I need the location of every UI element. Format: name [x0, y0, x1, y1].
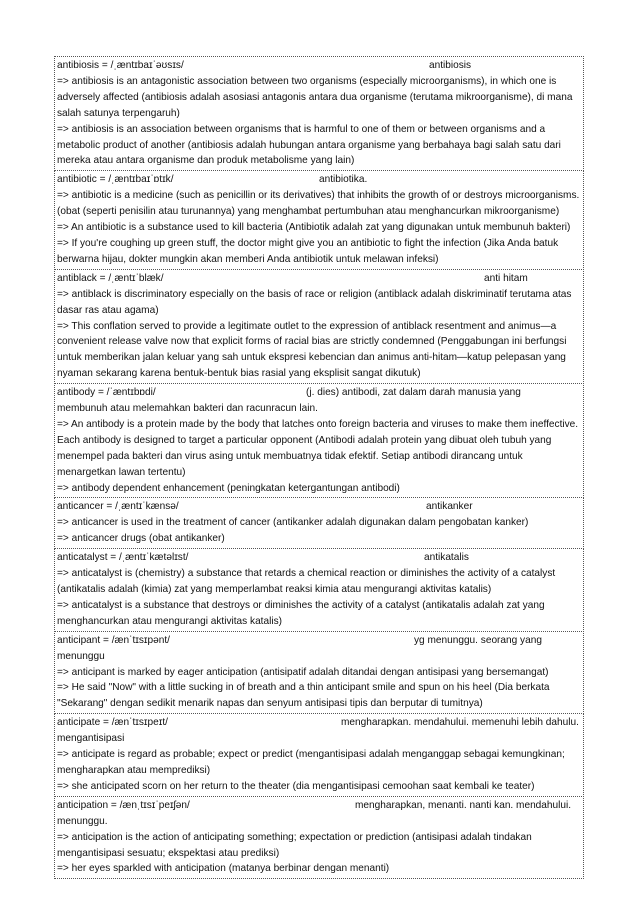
entry-term: antibody = /ˈæntɪbɒdi/ — [57, 387, 156, 399]
entry-meaning: antibiotika. — [319, 174, 368, 186]
entry-head — [57, 172, 581, 188]
entry-line: => her eyes sparkled with anticipation (matanya berbinar dengan menanti) — [57, 863, 390, 875]
entry-line: => anticipation is the action of anticipating something; expectation or prediction (antisipasi adalah tindakan mengantisipasi sesuatu; ekspektasi atau prediksi) — [57, 831, 532, 859]
entry-meaning: mengharapkan, menanti. nanti kan. mendahului. — [355, 799, 572, 811]
entry-line: => He said "Now" with a little sucking in of breath and a thin anticipant smile and spun on his heel (Dia berkata "Sekarang" dengan sedikit menarik napas dan senyum antisipasi tipis dan berputar di tumitnya) — [57, 682, 550, 710]
entry-term: anticipant = /ænˈtɪsɪpənt/ — [57, 634, 170, 646]
entry-line: => An antibody is a protein made by the body that latches onto foreign bacteria and viruses to make them ineffective. Each antibody is designed to target a particular opponent (Antibodi adalah protein yang dibuat oleh tubuh yang menempel pada bakteri dan virus asing untuk membuatnya tidak efektif. Setiap antibodi dirancang untuk menargetkan lawan tertentu) — [57, 418, 579, 478]
entry-term: anticipate = /ænˈtɪsɪpeɪt/ — [57, 717, 168, 729]
entry-antiblack — [54, 269, 584, 384]
entry-line: => If you're coughing up green stuff, the doctor might give you an antibiotic to fight the infection (Jika Anda batuk berwarna hijau, dokter mungkin akan memberi Anda antibiotik untuk melawan infeksi) — [57, 237, 559, 265]
entry-head — [57, 633, 581, 649]
entry-meaning: antikanker — [426, 501, 473, 513]
dictionary-document — [54, 57, 584, 879]
entry-head — [57, 798, 581, 814]
entry-meaning: anti hitam — [484, 272, 528, 284]
entry-antibody — [54, 383, 584, 498]
entry-meaning-continued: membunuh atau melemahkan bakteri dan racunracun lain. — [57, 403, 318, 415]
entry-head — [57, 58, 581, 74]
entry-meaning-continued: menunggu — [57, 650, 105, 662]
entry-line: => This conflation served to provide a legitimate outlet to the expression of antiblack resentment and animus—a convenient release valve now that explicit forms of racial bias are strictly condemned (Penggabungan ini berfungsi untuk memberikan jalan keluar yang sah untuk ekspresi kebencian dan animus anti-hitam—katup pelepasan yang nyaman sekarang karena bentuk-bentuk bias rasial yang eksplisit sangat dikutuk) — [57, 320, 567, 380]
entry-meaning-continued: menunggu. — [57, 815, 108, 827]
entry-line: => antibiosis is an antagonistic association between two organisms (especially microorganisms), in which one is adversely affected (antibiosis adalah asosiasi antagonis antara dua organisme (terutama mikroorganisme), di mana salah satunya terpengaruh) — [57, 75, 573, 119]
entry-line: => anticipate is regard as probable; expect or predict (mengantisipasi adalah menganggap sebagai kemungkinan; mengharapkan atau memprediksi) — [57, 749, 565, 776]
entry-anticipation — [54, 796, 584, 880]
entry-line: => antibiotic is a medicine (such as penicillin or its derivatives) that inhibits the growth of or destroys microorganisms. (obat (seperti penisilin atau turunannya) yang menghambat pertumbuhan atau menghancurkan mikroorganisme) — [57, 190, 580, 218]
entry-line: => anticipant is marked by eager anticipation (antisipatif adalah ditandai dengan antisipasi yang bersemangat) — [57, 666, 549, 678]
entry-meaning: antikatalis — [424, 552, 469, 564]
entry-head — [57, 499, 581, 515]
entry-meaning: antibiosis — [429, 60, 472, 71]
entry-line: => antibody dependent enhancement (peningkatan ketergantungan antibodi) — [57, 482, 400, 494]
entry-line: => anticancer drugs (obat antikanker) — [57, 533, 225, 545]
entry-term: antibiotic = /ˌæntɪbaɪˈɒtɪk/ — [57, 174, 174, 186]
entry-term: anticatalyst = /ˌæntɪˈkætəlɪst/ — [57, 552, 189, 564]
entry-term: anticancer = /ˌæntɪˈkænsə/ — [57, 501, 179, 513]
entry-anticatalyst — [54, 548, 584, 632]
entry-antibiotic — [54, 170, 584, 269]
entry-meaning: yg menunggu. seorang yang — [414, 634, 542, 646]
entry-line: => anticatalyst is a substance that destroys or diminishes the activity of a catalyst (antikatalis adalah zat yang menghancurkan atau mengurangi aktivitas katalis) — [57, 599, 545, 627]
entry-meaning-continued: mengantisipasi — [57, 733, 125, 745]
entry-head — [57, 271, 581, 287]
entry-line: => anticatalyst is (chemistry) a substance that retards a chemical reaction or diminishes the activity of a catalyst (antikatalis adalah (kimia) zat yang memperlambat reaksi kimia atau mengurangi aktivitas katalis) — [57, 568, 556, 595]
entry-head — [57, 385, 581, 401]
entry-meaning: mengharapkan. mendahului. memenuhi lebih dahulu. — [341, 717, 579, 729]
entry-head — [57, 715, 581, 731]
entry-meaning: (j. dies) antibodi, zat dalam darah manusia yang — [306, 387, 521, 399]
entry-line: => she anticipated scorn on her return to the theater (dia mengantisipasi cemoohan saat kembali ke teater) — [57, 780, 535, 792]
entry-head — [57, 550, 581, 566]
entry-anticancer — [54, 497, 584, 549]
entry-term: antibiosis = /ˌæntɪbaɪˈəʊsɪs/ — [57, 60, 184, 71]
entry-line: => antibiosis is an association between organisms that is harmful to one of them or between organisms and a metabolic product of another (antibiosis adalah hubungan antara organisme yang berbahaya bagi salah satu dari mereka atau antara organisme dan produk metabolisme yang lain) — [57, 123, 561, 167]
entry-term: anticipation = /ænˌtɪsɪˈpeɪʃən/ — [57, 799, 190, 811]
entry-line: => anticancer is used in the treatment of cancer (antikanker adalah digunakan dalam pengobatan kanker) — [57, 517, 529, 529]
entry-line: => An antibiotic is a substance used to kill bacteria (Antibiotik adalah zat yang digunakan untuk membunuh bakteri) — [57, 222, 571, 234]
entry-anticipate — [54, 713, 584, 797]
entry-anticipant — [54, 631, 584, 715]
entry-line: => antiblack is discriminatory especially on the basis of race or religion (antiblack adalah diskriminatif terutama atas dasar ras atau agama) — [57, 288, 572, 316]
entry-term: antiblack = /ˌæntɪˈblæk/ — [57, 272, 164, 284]
entry-antibiosis — [54, 56, 584, 171]
